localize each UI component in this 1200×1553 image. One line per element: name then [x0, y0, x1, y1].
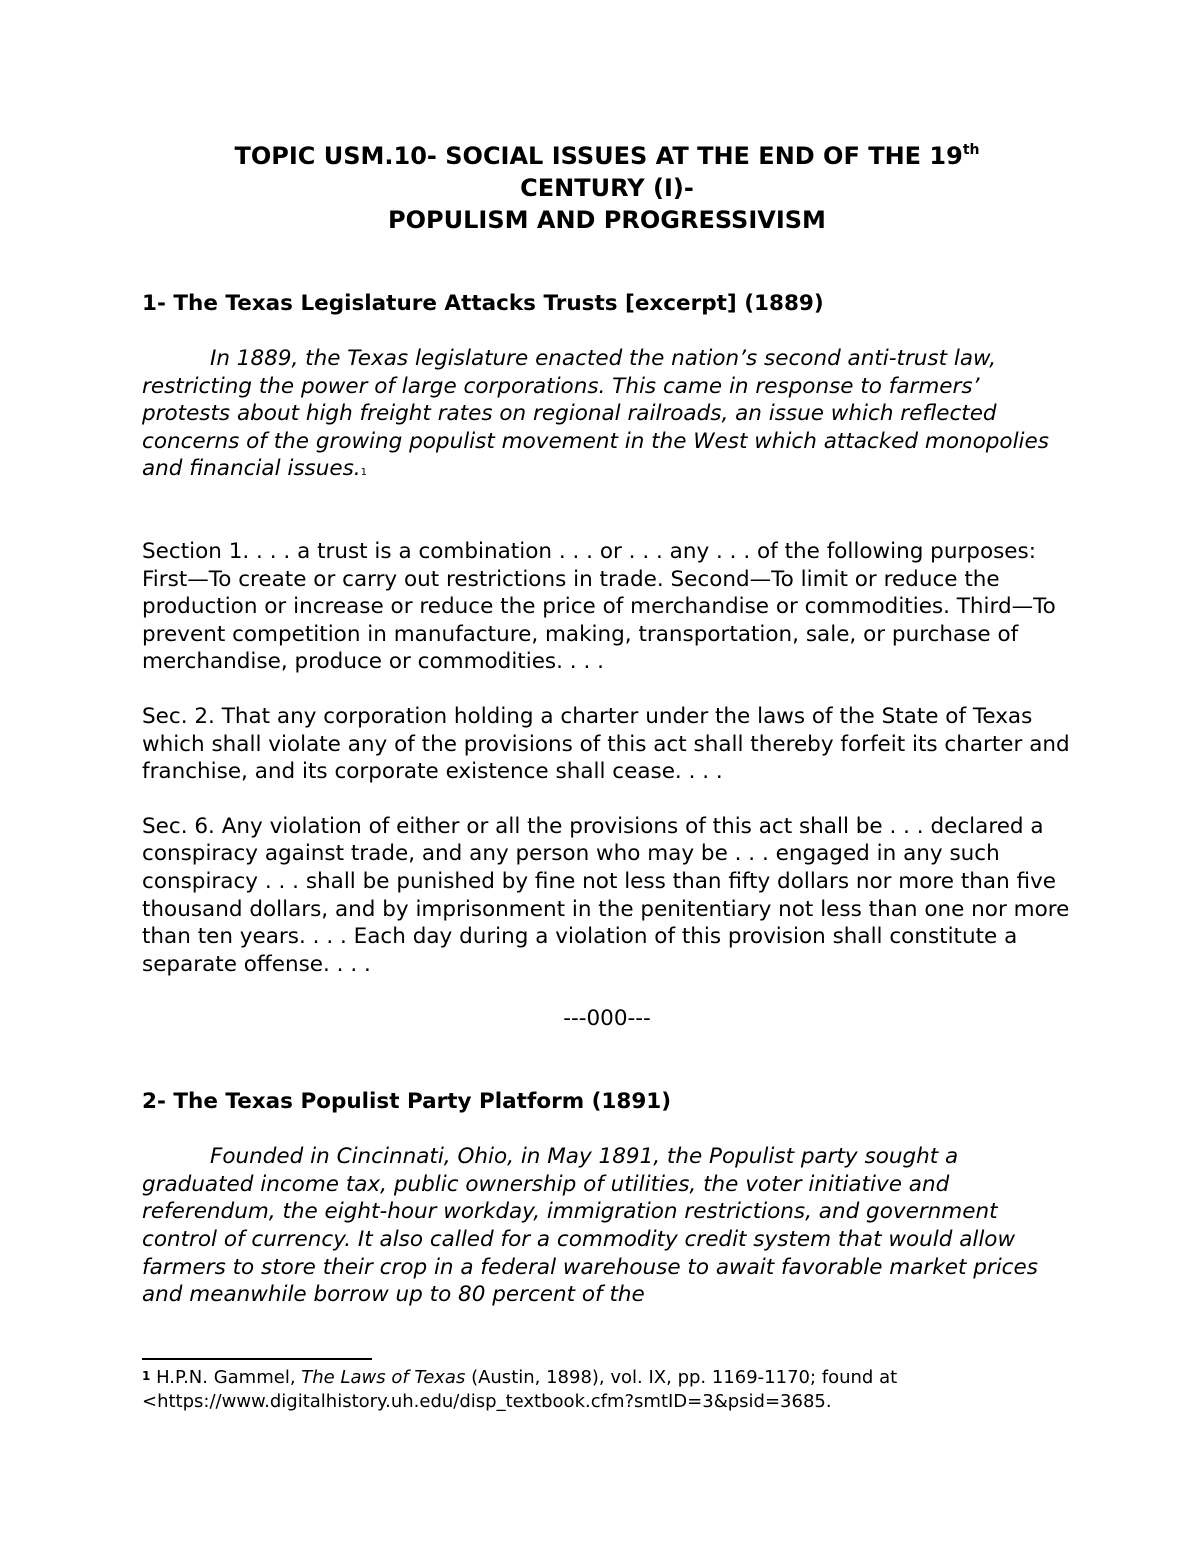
title-line-2: CENTURY (I)- [520, 174, 694, 202]
section-separator: ---000--- [563, 1006, 651, 1032]
title-superscript: th [962, 142, 980, 158]
title-line-3: POPULISM AND PROGRESSIVISM [388, 206, 826, 234]
footnote-reference[interactable]: 1 [360, 467, 368, 479]
footnote-divider [142, 1358, 372, 1360]
footnote-citation: (Austin, 1898), vol. IX, pp. 1169-1170; found at <https://www.digitalhistory.uh.edu/disp_textbook.cfm?smtID=3&psid=3685. [142, 1367, 898, 1412]
document-page [142, 140, 1072, 1309]
title-line-1: TOPIC USM.10- SOCIAL ISSUES AT THE END OF THE 19th [234, 142, 980, 170]
section-1-paragraph-1: Section 1. . . . a trust is a combination . . . or . . . any . . . of the following purposes: First—To create or carry out restrictions in trade. Second—To limit or reduce the production or increase or reduce the price of merchandise or commodities. Third—To prevent competition in manufacture, making, transportation, sale, or purchase of merchandise, produce or commodities. . . . [142, 538, 1056, 675]
footnote-book-title: The Laws of Texas [301, 1367, 466, 1388]
footnote: $^1$ H.P.N. Gammel, The Laws of Texas (Austin, 1898), vol. IX, pp. 1169-1170; found at <https://www.digitalhistory.uh.edu/disp_textbook.cfm?smtID=3&psid=3685. [142, 1367, 898, 1412]
section-2-heading: 2- The Texas Populist Party Platform (1891) [142, 1089, 672, 1115]
section-1-paragraph-2: Sec. 2. That any corporation holding a charter under the laws of the State of Texas which shall violate any of the provisions of this act shall thereby forfeit its charter and franchise, and its corporate existence shall cease. . . . [142, 703, 1070, 785]
section-1-heading: 1- The Texas Legislature Attacks Trusts [excerpt] (1889) [142, 291, 824, 316]
section-2-intro: Founded in Cincinnati, Ohio, in May 1891, the Populist party sought a graduated income tax, public ownership of utilities, the voter initiative and referendum, the eight-hour workday, immigration restrictions, and government control of currency. It also called for a commodity credit system that would allow farmers to store their crop in a federal warehouse to await favorable market prices and meanwhile borrow up to 80 percent of the [142, 1144, 1038, 1308]
section-1-paragraph-3: Sec. 6. Any violation of either or all the provisions of this act shall be . . . declared a conspiracy against trade, and any person who may be . . . engaged in any such conspiracy . . . shall be punished by fine not less than fifty dollars nor more than five thousand dollars, and by imprisonment in the penitentiary not less than one nor more than ten years. . . . Each day during a violation of this provision shall constitute a separate offense. . . . [142, 813, 1070, 977]
document-title [142, 140, 1072, 236]
section-1-intro: In 1889, the Texas legislature enacted the nation’s second anti-trust law, restricting the power of large corporations. This came in response to farmers’ protests about high freight rates on regional railroads, an issue which reflected concerns of the growing populist movement in the West which attacked monopolies and financial issues.$^1$ [142, 346, 1049, 482]
footnote-number: 1 [142, 1369, 151, 1383]
